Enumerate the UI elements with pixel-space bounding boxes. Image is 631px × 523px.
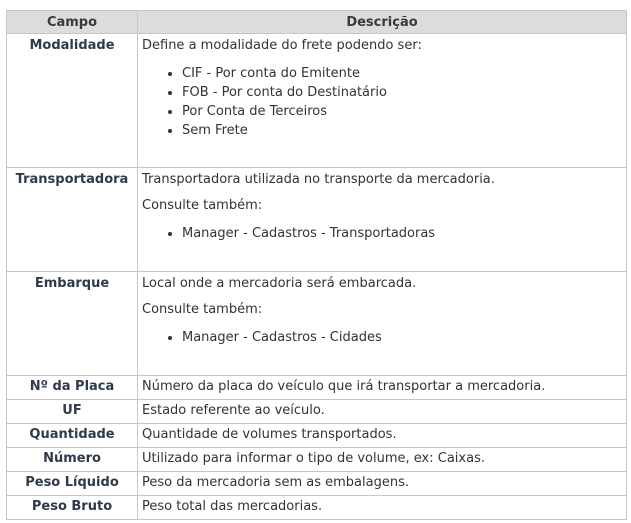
field-name: Modalidade: [7, 34, 138, 168]
field-description: Quantidade de volumes transportados.: [138, 424, 627, 448]
table-row: [7, 168, 627, 272]
table-row: [7, 400, 627, 424]
fields-table: [6, 10, 627, 520]
list-item: • Manager - Cadastros - Transportadoras: [182, 226, 622, 242]
field-description: [138, 272, 627, 376]
table-row: [7, 34, 627, 168]
header-description: Descrição: [138, 11, 627, 34]
description-text: Local onde a mercadoria será embarcada.: [142, 276, 417, 291]
list-item: • FOB - Por conta do Destinatário: [182, 85, 622, 101]
field-description: Número da placa do veículo que irá transportar a mercadoria.: [138, 376, 627, 400]
field-name: UF: [7, 400, 138, 424]
field-description: Estado referente ao veículo.: [138, 400, 627, 424]
field-name: Transportadora: [7, 168, 138, 272]
list-item: • Por Conta de Terceiros: [182, 104, 622, 120]
description-text: Transportadora utilizada no transporte da mercadoria.: [142, 172, 495, 187]
table-header-row: [7, 11, 627, 34]
table-row: [7, 472, 627, 496]
list-item: • Manager - Cadastros - Cidades: [182, 330, 622, 346]
field-name: Quantidade: [7, 424, 138, 448]
field-description: Peso total das mercadorias.: [138, 496, 627, 520]
table-row: [7, 424, 627, 448]
table-row: [7, 376, 627, 400]
see-also-list: [142, 226, 622, 242]
field-name: Embarque: [7, 272, 138, 376]
field-description: Utilizado para informar o tipo de volume, ex: Caixas.: [138, 448, 627, 472]
see-also-label: Consulte também:: [142, 198, 263, 213]
description-text: Define a modalidade do frete podendo ser:: [142, 38, 422, 53]
field-description: Peso da mercadoria sem as embalagens.: [138, 472, 627, 496]
list-item: • CIF - Por conta do Emitente: [182, 66, 622, 82]
field-name: Peso Líquido: [7, 472, 138, 496]
header-field: Campo: [7, 11, 138, 34]
field-name: Número: [7, 448, 138, 472]
table-row: [7, 496, 627, 520]
field-name: Nº da Placa: [7, 376, 138, 400]
see-also-list: [142, 330, 622, 346]
field-description: [138, 34, 627, 168]
see-also-label: Consulte também:: [142, 302, 263, 317]
option-list: [142, 66, 622, 139]
field-name: Peso Bruto: [7, 496, 138, 520]
field-description: [138, 168, 627, 272]
table-row: [7, 272, 627, 376]
list-item: • Sem Frete: [182, 123, 622, 139]
table-row: [7, 448, 627, 472]
